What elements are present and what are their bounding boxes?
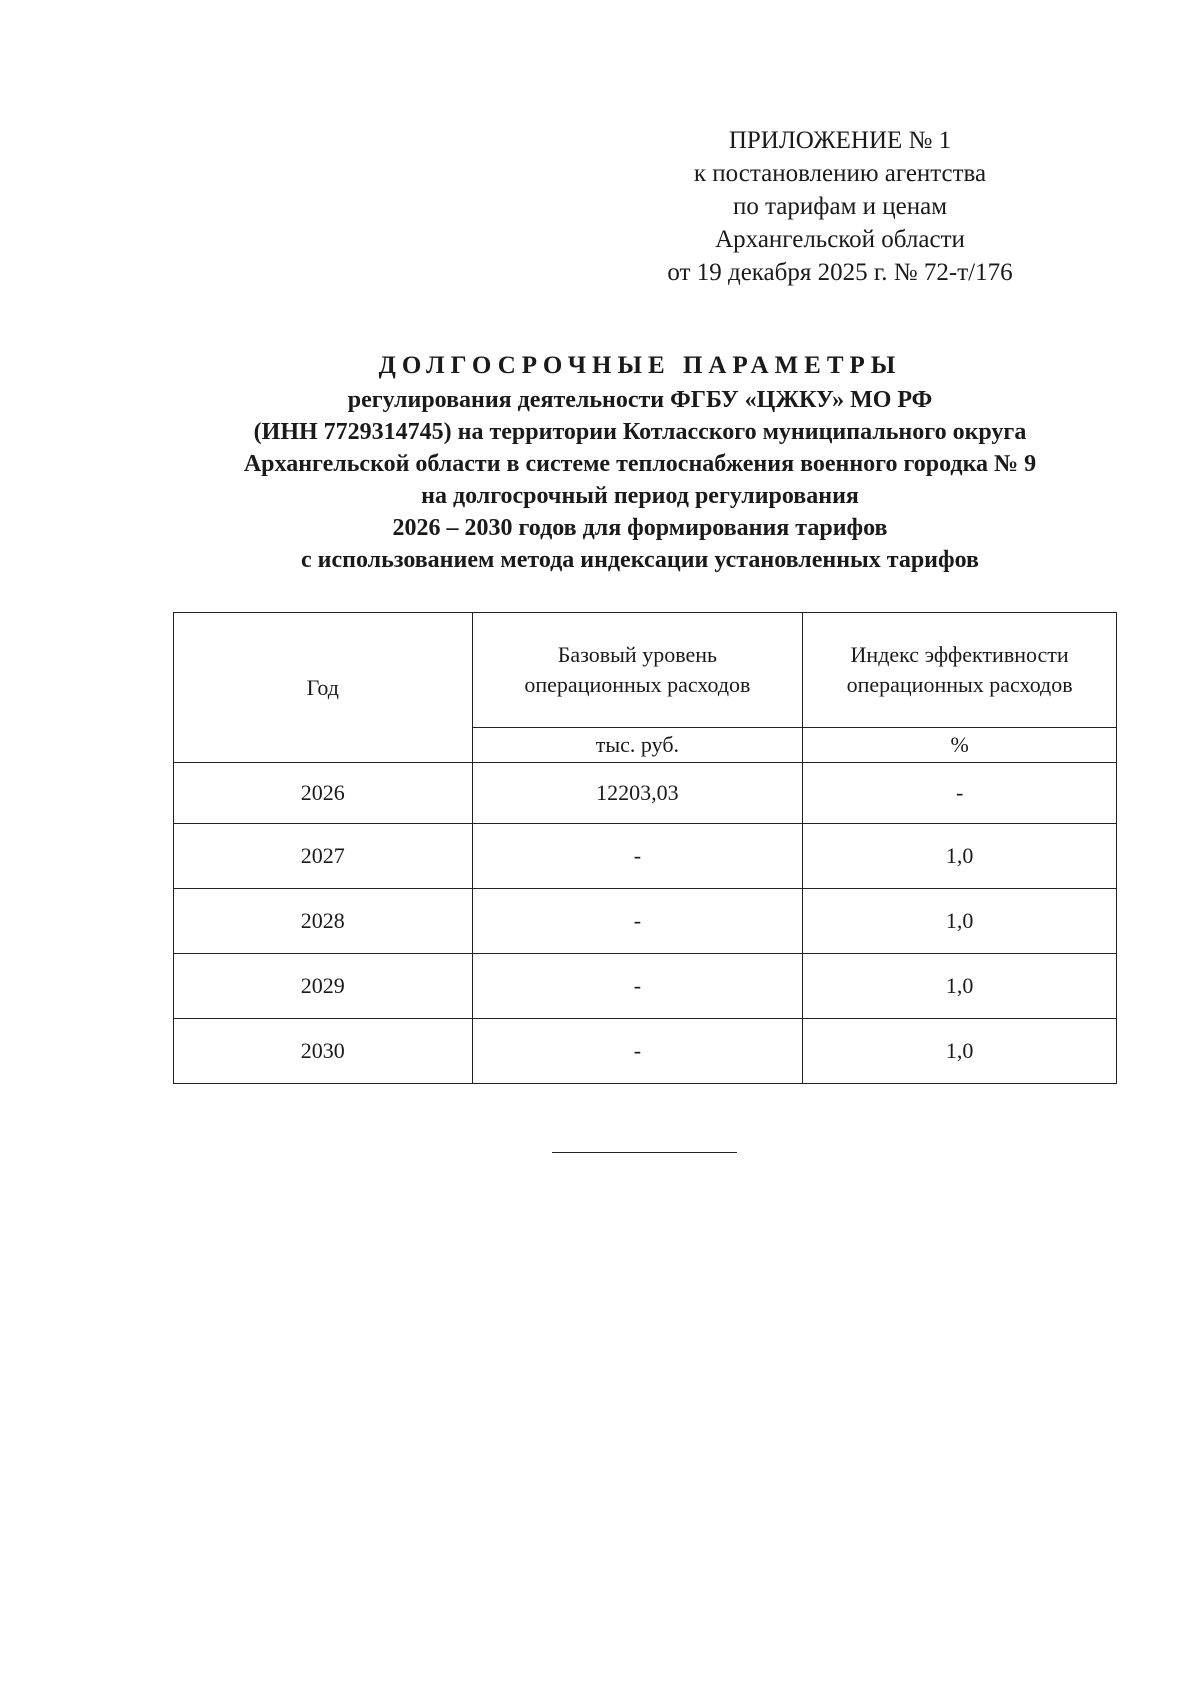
title-line: на долгосрочный период регулирования — [421, 483, 859, 509]
header-index-line2: операционных расходов — [846, 672, 1073, 697]
document-title — [130, 350, 1150, 576]
cell-base: - — [472, 954, 803, 1019]
appendix-line: к постановлению агентства — [693, 160, 987, 187]
cell-base: - — [472, 824, 803, 889]
title-line: с использованием метода индексации установленных тарифов — [301, 547, 979, 573]
table-row — [174, 824, 1117, 889]
cell-index: 1,0 — [803, 954, 1117, 1019]
appendix-title: ПРИЛОЖЕНИЕ № 1 — [728, 127, 952, 154]
header-base-line1: Базовый уровень — [557, 642, 718, 667]
cell-index: 1,0 — [803, 889, 1117, 954]
header-index-line1: Индекс эффективности — [850, 642, 1069, 667]
cell-year: 2026 — [174, 763, 473, 824]
cell-index: 1,0 — [803, 824, 1117, 889]
title-line: Архангельской области в системе теплоснабжения военного городка № 9 — [243, 451, 1037, 477]
cell-year: 2028 — [174, 889, 473, 954]
header-efficiency-index — [803, 613, 1117, 728]
document-main-title: ДОЛГОСРОЧНЫЕ ПАРАМЕТРЫ — [378, 352, 902, 379]
title-line: регулирования деятельности ФГБУ «ЦЖКУ» МО РФ — [347, 387, 933, 413]
appendix-line: Архангельской области — [715, 226, 965, 253]
appendix-header — [640, 124, 1040, 289]
header-year: Год — [174, 613, 473, 763]
table-row — [174, 889, 1117, 954]
appendix-line: по тарифам и ценам — [732, 193, 948, 220]
table-row — [174, 954, 1117, 1019]
cell-index: - — [803, 763, 1117, 824]
unit-base: тыс. руб. — [472, 728, 803, 763]
table-row — [174, 1019, 1117, 1084]
cell-year: 2029 — [174, 954, 473, 1019]
cell-base: - — [472, 889, 803, 954]
closing-divider — [552, 1152, 737, 1153]
title-line: (ИНН 7729314745) на территории Котласского муниципального округа — [253, 419, 1027, 445]
appendix-date-number: от 19 декабря 2025 г. № 72-т/176 — [667, 259, 1013, 286]
title-line: 2026 – 2030 годов для формирования тарифов — [392, 515, 888, 541]
cell-year: 2030 — [174, 1019, 473, 1084]
parameters-table — [173, 612, 1117, 1084]
cell-base: 12203,03 — [472, 763, 803, 824]
unit-index: % — [803, 728, 1117, 763]
table-header-row — [174, 613, 1117, 728]
cell-base: - — [472, 1019, 803, 1084]
table-row — [174, 763, 1117, 824]
cell-year: 2027 — [174, 824, 473, 889]
header-base-line2: операционных расходов — [524, 672, 751, 697]
cell-index: 1,0 — [803, 1019, 1117, 1084]
header-base-level — [472, 613, 803, 728]
